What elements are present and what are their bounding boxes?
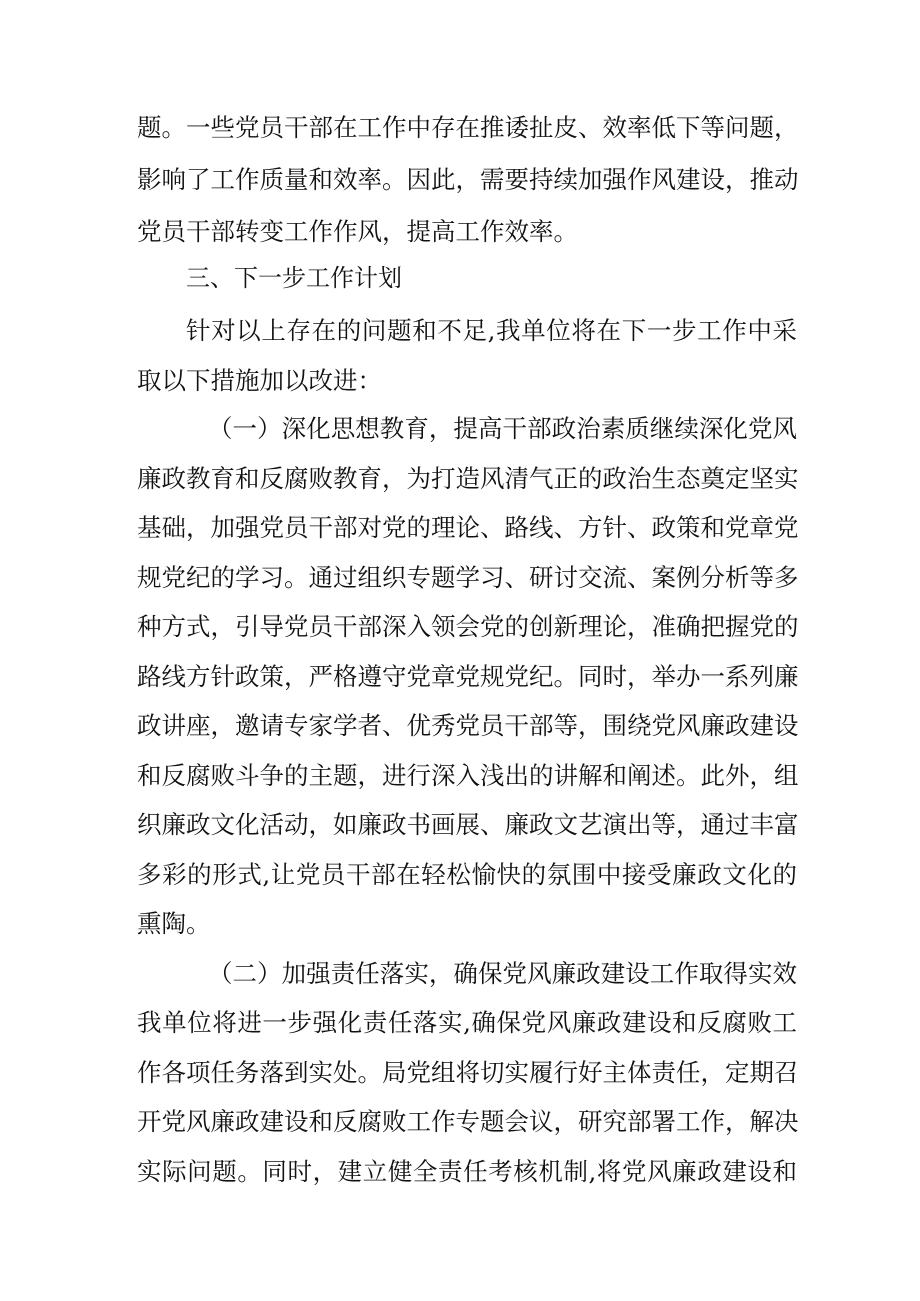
- paragraph-line: 廉政教育和反腐败教育，为打造风清气正的政治生态奠定坚实: [137, 464, 799, 493]
- paragraph-line: 影响了工作质量和效率。因此，需要持续加强作风建设，推动: [137, 165, 799, 194]
- paragraph-line: 政讲座，邀请专家学者、优秀党员干部等，围绕党风廉政建设: [137, 711, 799, 740]
- paragraph-line: 作各项任务落到实处。局党组将切实履行好主体责任，定期召: [137, 1058, 799, 1087]
- paragraph-line: 种方式，引导党员干部深入领会党的创新理论，准确把握党的: [137, 612, 799, 641]
- paragraph-line: 熏陶。: [137, 909, 211, 938]
- paragraph-line: 多彩的形式,让党员干部在轻松愉快的氛围中接受廉政文化的: [137, 860, 797, 889]
- paragraph-line: 规党纪的学习。通过组织专题学习、研讨交流、案例分析等多: [137, 563, 799, 592]
- paragraph-line: 织廉政文化活动，如廉政书画展、廉政文艺演出等，通过丰富: [137, 810, 799, 839]
- paragraph-line: 开党风廉政建设和反腐败工作专题会议，研究部署工作，解决: [137, 1107, 799, 1136]
- section-heading: 三、下一步工作计划: [186, 264, 402, 292]
- paragraph-line: 取以下措施加以改进：: [137, 366, 382, 395]
- paragraph-line: 题。一些党员干部在工作中存在推诿扯皮、效率低下等问题，: [137, 113, 799, 142]
- paragraph-line: 基础，加强党员干部对党的理论、路线、方针、政策和党章党: [137, 513, 799, 542]
- subsection-heading: （二）加强责任落实，确保党风廉政建设工作取得实效: [208, 959, 797, 988]
- paragraph-line: 路线方针政策，严格遵守党章党规党纪。同时，举办一系列廉: [137, 662, 799, 691]
- paragraph-line: 针对以上存在的问题和不足,我单位将在下一步工作中采: [186, 316, 797, 345]
- subsection-heading: （一）深化思想教育，提高干部政治素质继续深化党风: [208, 414, 797, 443]
- paragraph-line: 和反腐败斗争的主题，进行深入浅出的讲解和阐述。此外，组: [137, 761, 799, 790]
- paragraph-line: 我单位将进一步强化责任落实,确保党风廉政建设和反腐败工: [137, 1008, 797, 1037]
- paragraph-line: 党员干部转变工作作风，提高工作效率。: [137, 217, 578, 246]
- paragraph-line: 实际问题。同时，建立健全责任考核机制,将党风廉政建设和: [137, 1157, 797, 1186]
